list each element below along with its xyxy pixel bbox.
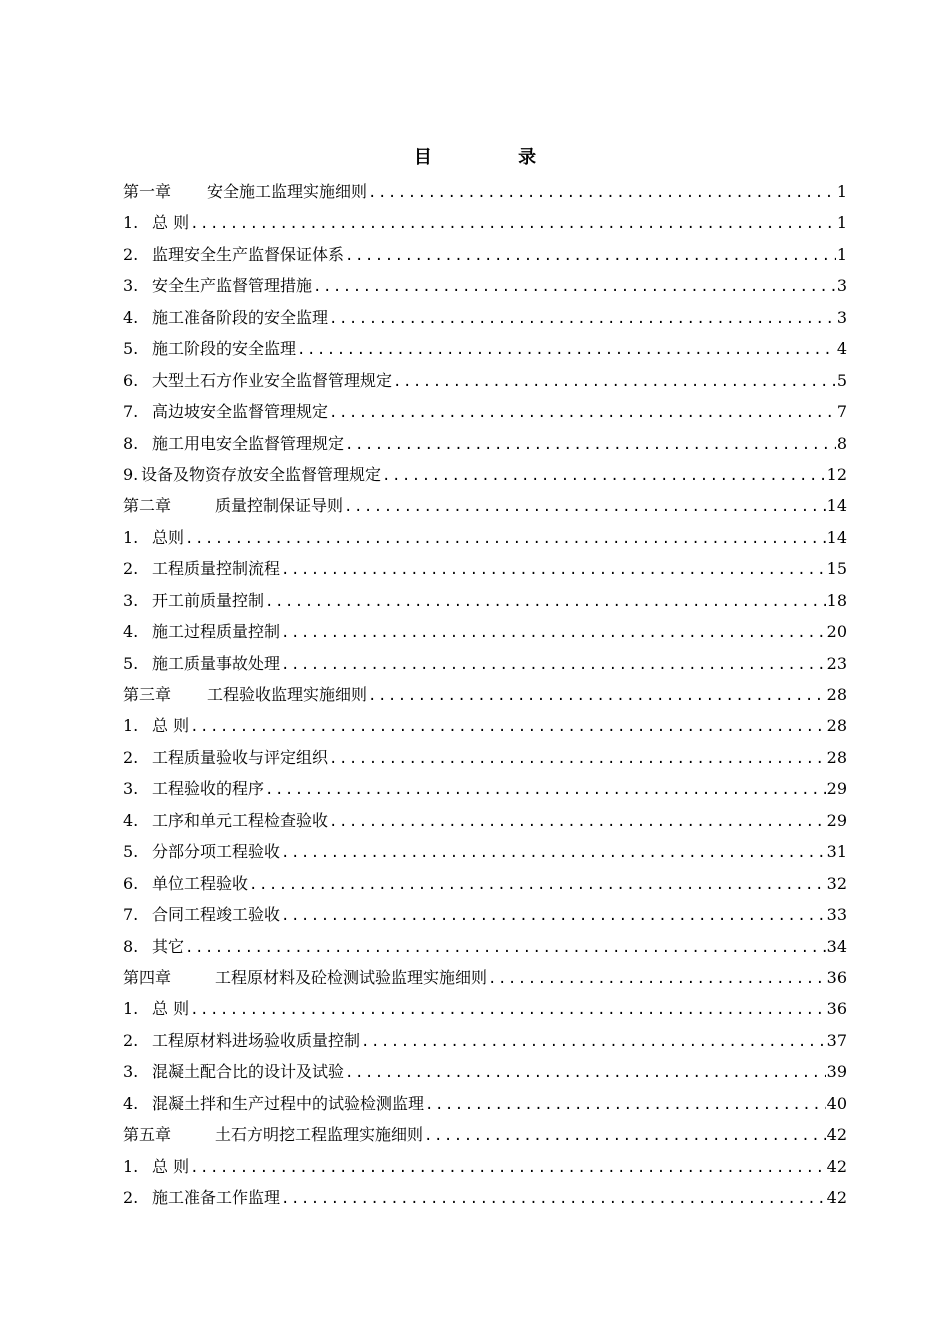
toc-dot-leader	[190, 995, 826, 1024]
toc-entry-page-number: 14	[826, 496, 847, 516]
toc-entry-label: 工程质量验收与评定组织	[152, 747, 329, 767]
toc-dot-leader	[281, 650, 826, 679]
toc-entry-page-number: 42	[826, 1188, 847, 1207]
toc-entry-number: 2.	[123, 1188, 139, 1207]
toc-dot-leader	[281, 901, 826, 930]
toc-entry-page-number: 40	[826, 1093, 847, 1113]
toc-entry-label: 混凝土配合比的设计及试验	[152, 1062, 345, 1082]
toc-entry-page-number: 8	[836, 433, 847, 453]
toc-chapter-entry[interactable]	[123, 1119, 847, 1150]
toc-entry-number: 8.	[123, 433, 139, 453]
toc-entry-label: 单位工程验收	[152, 873, 249, 893]
toc-entry-label: 高边坡安全监督管理规定	[152, 402, 329, 422]
toc-dot-leader	[190, 1153, 826, 1182]
toc-entry-label: 工程质量控制流程	[152, 559, 281, 579]
toc-entry-page-number: 5	[836, 370, 847, 390]
toc-entry-label: 总 则	[152, 716, 190, 736]
toc-dot-leader	[265, 775, 826, 804]
toc-dot-leader	[281, 838, 826, 867]
toc-entry-number: 3.	[123, 1062, 139, 1082]
toc-entry-number: 2.	[123, 244, 139, 264]
toc-section-entry[interactable]	[123, 522, 847, 553]
toc-entry-label: 总 则	[152, 1156, 190, 1176]
toc-dot-leader	[329, 744, 826, 773]
toc-entry-number: 1.	[123, 999, 139, 1019]
toc-entry-number: 第四章	[123, 967, 172, 987]
toc-entry-number: 5.	[123, 339, 139, 359]
toc-dot-leader	[425, 1090, 826, 1119]
toc-dot-leader	[281, 618, 826, 647]
toc-chapter-entry[interactable]	[123, 962, 847, 993]
toc-dot-leader	[368, 178, 836, 207]
toc-entry-number: 9.	[123, 464, 139, 484]
toc-section-entry[interactable]	[123, 585, 847, 616]
toc-dot-leader	[190, 209, 836, 238]
toc-entry-label: 施工准备工作监理	[152, 1188, 281, 1207]
toc-entry-page-number: 15	[826, 559, 847, 579]
toc-entry-number: 4.	[123, 810, 139, 830]
toc-dot-leader	[329, 398, 836, 427]
toc-dot-leader	[361, 1027, 826, 1056]
toc-entry-label: 施工质量事故处理	[152, 653, 281, 673]
toc-entry-number: 2.	[123, 559, 139, 579]
toc-entry-label: 工程原材料进场验收质量控制	[152, 1030, 361, 1050]
toc-entry-page-number: 3	[836, 276, 847, 296]
toc-entry-number: 5.	[123, 653, 139, 673]
toc-dot-leader	[329, 807, 826, 836]
toc-entry-label: 土石方明挖工程监理实施细则	[215, 1125, 424, 1145]
toc-entry-number: 6.	[123, 370, 139, 390]
toc-section-entry[interactable]	[123, 553, 847, 584]
toc-dot-leader	[424, 1121, 826, 1150]
toc-entry-page-number: 39	[826, 1062, 847, 1082]
toc-entry-number: 3.	[123, 779, 139, 799]
toc-entry-label: 工程原材料及砼检测试验监理实施细则	[215, 967, 488, 987]
toc-entry-page-number: 12	[826, 464, 847, 484]
toc-entry-number: 6.	[123, 873, 139, 893]
toc-entry-number: 7.	[123, 905, 139, 925]
toc-section-entry[interactable]	[123, 207, 847, 238]
toc-entry-page-number: 7	[836, 402, 847, 422]
toc-entry-number: 1.	[123, 527, 139, 547]
toc-entry-label: 安全生产监督管理措施	[152, 276, 313, 296]
toc-entry-page-number: 31	[826, 842, 847, 862]
toc-entry-label: 施工用电安全监督管理规定	[152, 433, 345, 453]
toc-entry-page-number: 42	[826, 1156, 847, 1176]
toc-dot-leader	[368, 681, 826, 710]
toc-chapter-entry[interactable]	[123, 176, 847, 207]
toc-chapter-entry[interactable]	[123, 490, 847, 521]
toc-section-entry[interactable]	[123, 805, 847, 836]
toc-section-entry[interactable]	[123, 868, 847, 899]
toc-entry-page-number: 1	[836, 182, 847, 201]
toc-section-entry[interactable]	[123, 1151, 847, 1182]
toc-section-entry[interactable]	[123, 270, 847, 301]
toc-dot-leader	[382, 461, 826, 490]
toc-entry-number: 8.	[123, 936, 139, 956]
toc-dot-leader	[345, 430, 836, 459]
toc-dot-leader	[345, 241, 836, 270]
toc-section-entry[interactable]	[123, 365, 847, 396]
toc-list	[123, 176, 847, 1213]
toc-entry-label: 监理安全生产监督保证体系	[152, 244, 345, 264]
toc-entry-page-number: 42	[826, 1125, 847, 1145]
toc-entry-page-number: 36	[826, 999, 847, 1019]
toc-entry-number: 1.	[123, 1156, 139, 1176]
toc-entry-page-number: 34	[826, 936, 847, 956]
toc-dot-leader	[190, 712, 826, 741]
toc-entry-number: 第一章	[123, 182, 172, 201]
toc-entry-label: 安全施工监理实施细则	[207, 182, 368, 201]
toc-entry-page-number: 18	[826, 590, 847, 610]
toc-section-entry[interactable]	[123, 899, 847, 930]
toc-entry-label: 大型土石方作业安全监督管理规定	[152, 370, 393, 390]
toc-entry-label: 施工阶段的安全监理	[152, 339, 297, 359]
toc-entry-number: 2.	[123, 1030, 139, 1050]
toc-section-entry[interactable]	[123, 616, 847, 647]
toc-dot-leader	[345, 1058, 826, 1087]
toc-entry-label: 合同工程竣工验收	[152, 905, 281, 925]
toc-entry-number: 5.	[123, 842, 139, 862]
toc-entry-label: 混凝土拌和生产过程中的试验检测监理	[152, 1093, 425, 1113]
toc-entry-label: 设备及物资存放安全监督管理规定	[141, 464, 382, 484]
toc-entry-label: 总 则	[152, 213, 190, 233]
toc-entry-number: 3.	[123, 276, 139, 296]
toc-dot-leader	[281, 1184, 826, 1213]
toc-entry-label: 其它	[152, 936, 185, 956]
toc-title: 目 录	[413, 147, 577, 168]
toc-entry-page-number: 28	[826, 685, 847, 704]
toc-section-entry[interactable]	[123, 710, 847, 741]
toc-entry-page-number: 1	[836, 213, 847, 233]
toc-entry-label: 质量控制保证导则	[215, 496, 344, 516]
toc-entry-page-number: 33	[826, 905, 847, 925]
toc-chapter-entry[interactable]	[123, 679, 847, 710]
toc-dot-leader	[297, 335, 836, 364]
toc-entry-label: 施工准备阶段的安全监理	[152, 307, 329, 327]
toc-entry-number: 4.	[123, 307, 139, 327]
toc-entry-page-number: 37	[826, 1030, 847, 1050]
toc-entry-number: 第五章	[123, 1125, 172, 1145]
toc-entry-page-number: 20	[826, 622, 847, 642]
toc-entry-page-number: 29	[826, 810, 847, 830]
toc-entry-number: 1.	[123, 716, 139, 736]
toc-entry-label: 工程验收的程序	[152, 779, 265, 799]
toc-entry-number: 4.	[123, 1093, 139, 1113]
toc-section-entry[interactable]	[123, 459, 847, 490]
toc-dot-leader	[249, 870, 826, 899]
toc-entry-page-number: 32	[826, 873, 847, 893]
toc-section-entry[interactable]	[123, 1025, 847, 1056]
toc-entry-label: 工序和单元工程检查验收	[152, 810, 329, 830]
toc-entry-number: 第三章	[123, 685, 172, 704]
toc-section-entry[interactable]	[123, 742, 847, 773]
toc-section-entry[interactable]	[123, 302, 847, 333]
toc-entry-label: 总则	[152, 527, 185, 547]
toc-entry-label: 工程验收监理实施细则	[207, 685, 368, 704]
toc-section-entry[interactable]	[123, 1182, 847, 1213]
toc-section-entry[interactable]	[123, 993, 847, 1024]
toc-dot-leader	[488, 964, 826, 993]
toc-entry-number: 7.	[123, 402, 139, 422]
toc-entry-page-number: 28	[826, 716, 847, 736]
toc-section-entry[interactable]	[123, 648, 847, 679]
toc-dot-leader	[265, 587, 826, 616]
toc-dot-leader	[329, 304, 836, 333]
toc-entry-page-number: 28	[826, 747, 847, 767]
toc-dot-leader	[393, 367, 836, 396]
toc-entry-number: 3.	[123, 590, 139, 610]
toc-dot-leader	[185, 933, 826, 962]
toc-entry-label: 开工前质量控制	[152, 590, 265, 610]
toc-entry-page-number: 4	[836, 339, 847, 359]
toc-entry-page-number: 29	[826, 779, 847, 799]
toc-entry-label: 总 则	[152, 999, 190, 1019]
toc-entry-page-number: 1	[836, 244, 847, 264]
toc-entry-number: 2.	[123, 747, 139, 767]
toc-entry-page-number: 23	[826, 653, 847, 673]
toc-entry-page-number: 3	[836, 307, 847, 327]
toc-section-entry[interactable]	[123, 1088, 847, 1119]
toc-section-entry[interactable]	[123, 333, 847, 364]
toc-dot-leader	[185, 524, 826, 553]
toc-dot-leader	[313, 272, 836, 301]
toc-dot-leader	[344, 492, 826, 521]
toc-section-entry[interactable]	[123, 428, 847, 459]
toc-entry-number: 4.	[123, 622, 139, 642]
toc-section-entry[interactable]	[123, 836, 847, 867]
toc-section-entry[interactable]	[123, 931, 847, 962]
toc-entry-label: 分部分项工程验收	[152, 842, 281, 862]
toc-dot-leader	[281, 555, 826, 584]
toc-entry-page-number: 14	[826, 527, 847, 547]
toc-entry-page-number: 36	[826, 967, 847, 987]
toc-entry-number: 第二章	[123, 496, 172, 516]
toc-section-entry[interactable]	[123, 773, 847, 804]
toc-entry-label: 施工过程质量控制	[152, 622, 281, 642]
toc-entry-number: 1.	[123, 213, 139, 233]
toc-section-entry[interactable]	[123, 1056, 847, 1087]
toc-section-entry[interactable]	[123, 239, 847, 270]
toc-section-entry[interactable]	[123, 396, 847, 427]
